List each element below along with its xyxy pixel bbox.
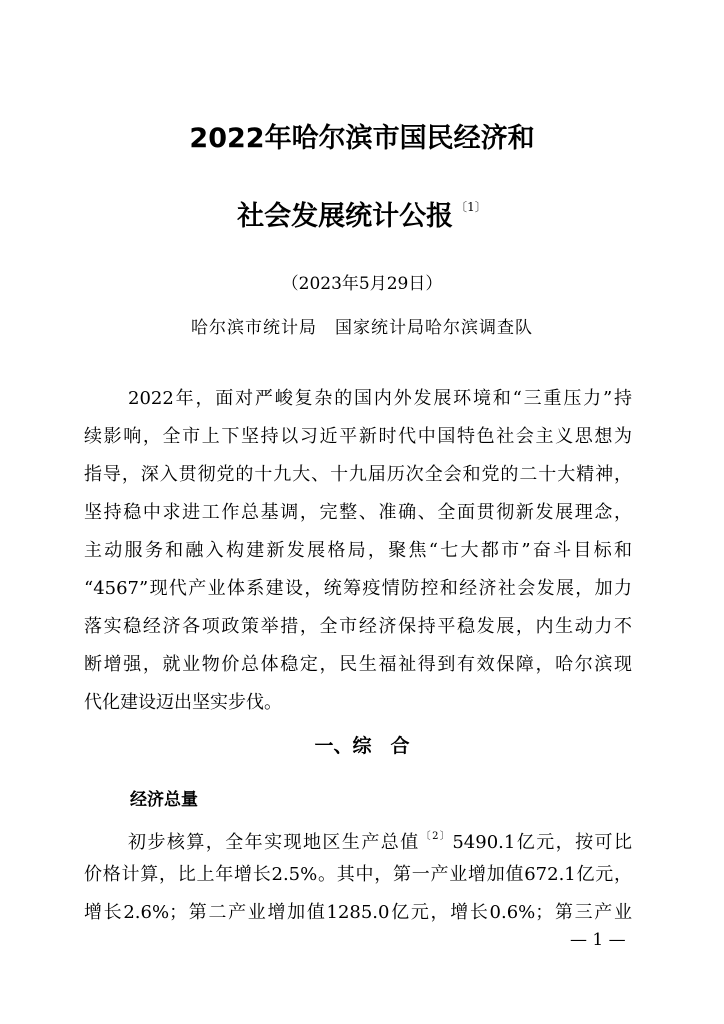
intro-line: 续影响，全市上下坚持以习近平新时代中国特色社会主义思想为 — [84, 426, 632, 447]
economy-line-text: 初步核算，全年实现地区生产总值 — [128, 832, 420, 853]
intro-line: 主动服务和融入构建新发展格局，聚焦“七大都市”奋斗目标和 — [84, 540, 632, 561]
title-line-2-text: 社会发展统计公报 — [237, 201, 454, 232]
economy-line — [128, 824, 632, 856]
intro-line: 2022年，面对严峻复杂的国内外发展环境和“三重压力”持 — [128, 388, 632, 409]
subsection-heading: 经济总量 — [130, 790, 198, 810]
economy-line-text: 5490.1亿元，按可比 — [452, 832, 633, 853]
section-heading: 一、综 合 — [314, 735, 410, 757]
footnote-marker: 〔2〕 — [420, 831, 452, 842]
economy-line: 增长2.6%；第二产业增加值1285.0亿元，增长0.6%；第三产业 — [84, 902, 632, 923]
title-footnote-marker: 〔1〕 — [455, 200, 487, 214]
intro-line: 指导，深入贯彻党的十九大、十九届历次全会和党的二十大精神， — [84, 464, 632, 485]
page-number: — 1 — — [570, 930, 626, 950]
title-line-1: 2022年哈尔滨市国民经济和 — [189, 123, 535, 154]
issuing-authors: 哈尔滨市统计局 国家统计局哈尔滨调查队 — [191, 318, 533, 338]
intro-line: 断增强，就业物价总体稳定，民生福祉得到有效保障，哈尔滨现 — [84, 654, 632, 675]
economy-line: 价格计算，比上年增长2.5%。其中，第一产业增加值672.1亿元， — [84, 864, 632, 885]
intro-line: “4567”现代产业体系建设，统筹疫情防控和经济社会发展，加力 — [84, 578, 632, 599]
intro-line: 落实稳经济各项政策举措，全市经济保持平稳发展，内生动力不 — [84, 616, 632, 637]
intro-line: 代化建设迈出坚实步伐。 — [84, 692, 282, 713]
intro-line: 坚持稳中求进工作总基调，完整、准确、全面贯彻新发展理念， — [84, 502, 632, 523]
title-line-2 — [0, 190, 724, 234]
publication-date: （2023年5月29日） — [281, 274, 443, 294]
